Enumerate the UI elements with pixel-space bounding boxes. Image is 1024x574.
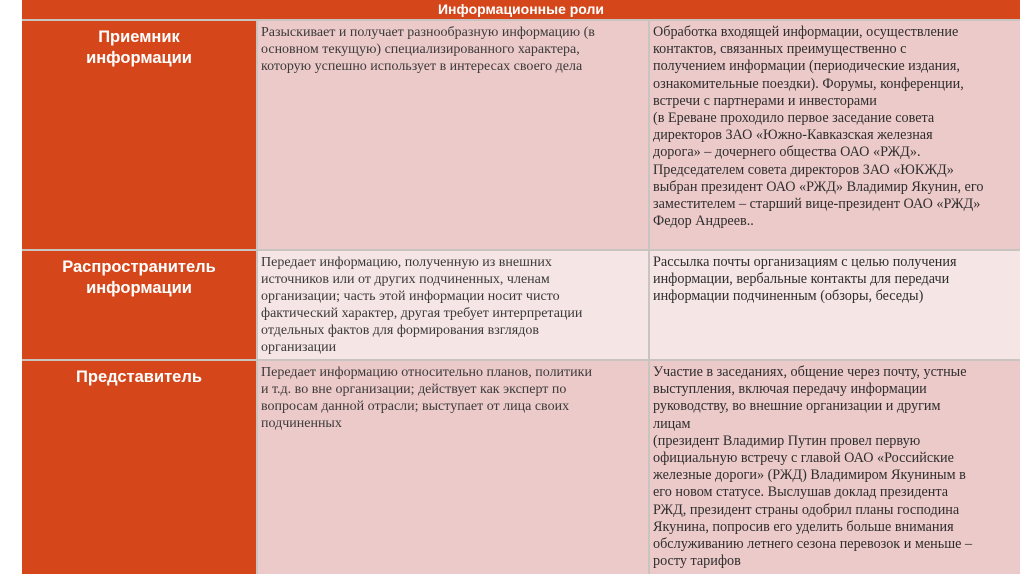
- description-line: и т.д. во вне организации; действует как эксперт по: [261, 382, 567, 397]
- activity-line: выступления, включая передачу информации: [653, 381, 927, 398]
- activity-line: (в Ереване проходило первое заседание совета: [653, 110, 935, 127]
- activity-line: Обработка входящей информации, осуществление: [653, 24, 959, 40]
- activity-line: информации, вербальные контакты для передачи: [653, 271, 950, 288]
- info-roles-table: [22, 0, 1020, 574]
- activity-line: Якунина, попросив его уделить больше внимания: [653, 518, 954, 535]
- description-cell: [258, 21, 648, 249]
- description-line: организации; часть этой информации носит чисто: [261, 289, 560, 304]
- activity-line: дорога» – дочернего общества ОАО «РЖД».: [653, 144, 921, 161]
- activity-cell: [650, 251, 1020, 359]
- role-name-line: Приемник: [98, 28, 180, 46]
- description-line: организации: [261, 340, 337, 355]
- description-line: Разыскивает и получает разнообразную информацию (в: [261, 25, 595, 40]
- activity-line: официальную встречу с главой ОАО «Российские: [653, 450, 954, 467]
- activity-line: информации подчиненным (обзоры, беседы): [653, 288, 924, 305]
- activity-line: директоров ЗАО «Южно-Кавказская железная: [653, 127, 933, 144]
- activity-line: Участие в заседаниях, общение через почту, устные: [653, 364, 967, 380]
- activity-line: железные дороги» (РЖД) Владимиром Якуниным в: [653, 467, 966, 484]
- table-row: [22, 21, 1020, 249]
- activity-line: лицам: [653, 415, 691, 432]
- description-line: отдельных фактов для формирования взглядов: [261, 323, 539, 338]
- role-name-line: информации: [86, 49, 192, 67]
- activity-line: встречи с партнерами и инвесторами: [653, 92, 877, 109]
- activity-line: Федор Андреев..: [653, 213, 754, 230]
- description-line: Передает информацию, полученную из внешних: [261, 255, 552, 270]
- description-cell: [258, 361, 648, 574]
- table-header: Информационные роли: [22, 0, 1020, 19]
- role-name-line: информации: [86, 279, 192, 297]
- table-row: [22, 361, 1020, 574]
- description-cell: [258, 251, 648, 359]
- activity-line: обслуживанию летнего сезона перевозок и меньше –: [653, 536, 973, 553]
- description-line: Передает информацию относительно планов, политики: [261, 365, 592, 380]
- activity-line: РЖД, президент страны одобрил планы господина: [653, 501, 960, 518]
- description-line: основном текущую) специализированного характера,: [261, 42, 580, 57]
- description-line: вопросам данной отрасли; выступает от лица своих: [261, 399, 570, 414]
- activity-line: контактов, связанных преимущественно с: [653, 41, 907, 58]
- activity-line: руководству, во внешние организации и другим: [653, 398, 941, 415]
- description-line: источников или от других подчиненных, членам: [261, 272, 550, 287]
- activity-line: его новом статусе. Выслушав доклад президента: [653, 484, 949, 501]
- description-line: подчиненных: [261, 416, 342, 431]
- activity-line: (президент Владимир Путин провел первую: [653, 432, 921, 449]
- role-cell: [22, 361, 256, 574]
- activity-line: росту тарифов: [653, 553, 741, 570]
- role-cell: [22, 251, 256, 359]
- role-cell: [22, 21, 256, 249]
- activity-line: Председателем совета директоров ЗАО «ЮКЖД»: [653, 161, 954, 178]
- activity-cell: [650, 361, 1020, 574]
- role-name-line: Распространитель: [62, 258, 216, 276]
- activity-line: выбран президент ОАО «РЖД» Владимир Якунин, его: [653, 178, 984, 195]
- activity-line: заместителем – старший вице-президент ОАО «РЖД»: [653, 196, 981, 213]
- role-name-line: Представитель: [76, 368, 202, 386]
- table-row: [22, 251, 1020, 359]
- description-line: фактический характер, другая требует интерпретации: [261, 306, 583, 321]
- activity-line: Рассылка почты организациям с целью получения: [653, 254, 957, 270]
- activity-cell: [650, 21, 1020, 249]
- activity-line: получением информации (периодические издания,: [653, 58, 960, 75]
- activity-line: ознакомительные поездки). Форумы, конференции,: [653, 75, 964, 92]
- description-line: которую успешно использует в интересах своего дела: [261, 59, 583, 74]
